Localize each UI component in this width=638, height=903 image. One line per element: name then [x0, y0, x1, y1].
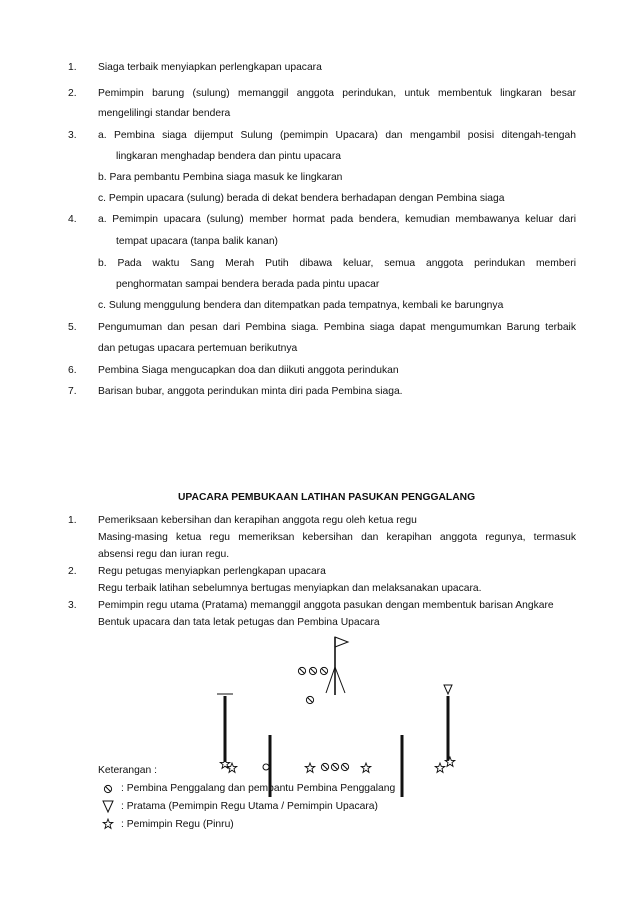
right-rank	[444, 685, 455, 766]
list-item-text: mengelilingi standar bendera	[98, 108, 231, 119]
list-item-text: penghormatan sampai bendera berada pada pintu upacar	[116, 279, 380, 290]
list-item-text: Barisan bubar, anggota perindukan minta diri pada Pembina siaga.	[98, 386, 403, 397]
flag-icon	[326, 637, 348, 695]
item-number: 1.	[68, 515, 77, 526]
legend-item-text: : Pembina Penggalang dan pembantu Pembina Penggalang	[121, 783, 396, 794]
list-item-text: b. Para pembantu Pembina siaga masuk ke lingkaran	[98, 172, 343, 183]
pembina-icon	[263, 764, 269, 770]
list-item-text: absensi regu dan iuran regu.	[98, 549, 230, 560]
item-number: 4.	[68, 214, 77, 225]
list-item-text: dan petugas upacara pertemuan berikutnya	[98, 343, 298, 354]
list-item-text: c. Pempin upacara (sulung) berada di dekat bendera berhadapan dengan Pembina siaga	[98, 193, 505, 204]
pinru-star-icon	[435, 763, 445, 772]
pembina-icon	[321, 763, 328, 770]
legend-item-text: : Pratama (Pemimpin Regu Utama / Pemimpin Upacara)	[121, 801, 378, 812]
list-item-text: Pemimpin regu utama (Pratama) memanggil anggota pasukan dengan membentuk barisan Angkare	[98, 600, 554, 611]
item-number: 2.	[68, 566, 77, 577]
pratama-icon	[103, 801, 113, 812]
legend-item-text: : Pemimpin Regu (Pinru)	[121, 819, 234, 830]
pinru-star-icon	[103, 819, 113, 828]
list-item-text: Pemimpin barung (sulung) memanggil anggota perindukan, untuk membentuk lingkaran besar	[98, 88, 576, 99]
list-item-text: Regu terbaik latihan sebelumnya bertugas menyiapkan dan melaksanakan upacara.	[98, 583, 482, 594]
item-number: 3.	[68, 600, 77, 611]
item-number: 6.	[68, 365, 77, 376]
section-title: UPACARA PEMBUKAAN LATIHAN PASUKAN PENGGALANG	[178, 492, 476, 503]
list-item-text: Regu petugas menyiapkan perlengkapan upacara	[98, 566, 326, 577]
item-number: 3.	[68, 130, 77, 141]
list-item-text: a. Pembina siaga dijemput Sulung (pemimpin Upacara) dan mengambil posisi ditengah-tengah	[98, 130, 576, 141]
list-item-text: Pengumuman dan pesan dari Pembina siaga. Pembina siaga dapat mengumumkan Barung terbaik	[98, 322, 576, 333]
pembina-icon	[104, 785, 111, 792]
pembina-icon	[341, 763, 348, 770]
item-number: 5.	[68, 322, 77, 333]
pinru-star-icon	[305, 763, 315, 772]
pembina-icon	[331, 763, 338, 770]
pinru-star-icon	[361, 763, 371, 772]
pembina-icon	[320, 667, 327, 674]
left-rank	[217, 694, 233, 768]
list-item-text: Pembina Siaga mengucapkan doa dan diikuti anggota perindukan	[98, 365, 399, 376]
list-item-text: Masing-masing ketua regu memeriksan kebersihan dan kerapihan anggota regunya, termasuk	[98, 532, 576, 543]
pinru-star-icon	[227, 763, 237, 772]
list-item-text: b. Pada waktu Sang Merah Putih dibawa keluar, semua anggota perindukan memberi	[98, 258, 576, 269]
list-item-text: tempat upacara (tanpa balik kanan)	[116, 236, 278, 247]
pembina-icon	[298, 667, 305, 674]
item-number: 1.	[68, 62, 77, 73]
pembina-icon	[309, 667, 316, 674]
list-item-text: Bentuk upacara dan tata letak petugas dan Pembina Upacara	[98, 617, 380, 628]
list-item-text: c. Sulung menggulung bendera dan ditempatkan pada tempatnya, kembali ke barungnya	[98, 300, 504, 311]
list-item-text: Pemeriksaan kebersihan dan kerapihan anggota regu oleh ketua regu	[98, 515, 417, 526]
list-item-text: lingkaran menghadap bendera dan pintu upacara	[116, 151, 341, 162]
item-number: 2.	[68, 88, 77, 99]
list-item-text: a. Pemimpin upacara (sulung) member hormat pada bendera, kemudian membawanya keluar dari	[98, 214, 576, 225]
pembina-icon	[306, 696, 313, 703]
item-number: 7.	[68, 386, 77, 397]
legend-title: Keterangan :	[98, 765, 157, 776]
list-item-text: Siaga terbaik menyiapkan perlengkapan upacara	[98, 62, 322, 73]
